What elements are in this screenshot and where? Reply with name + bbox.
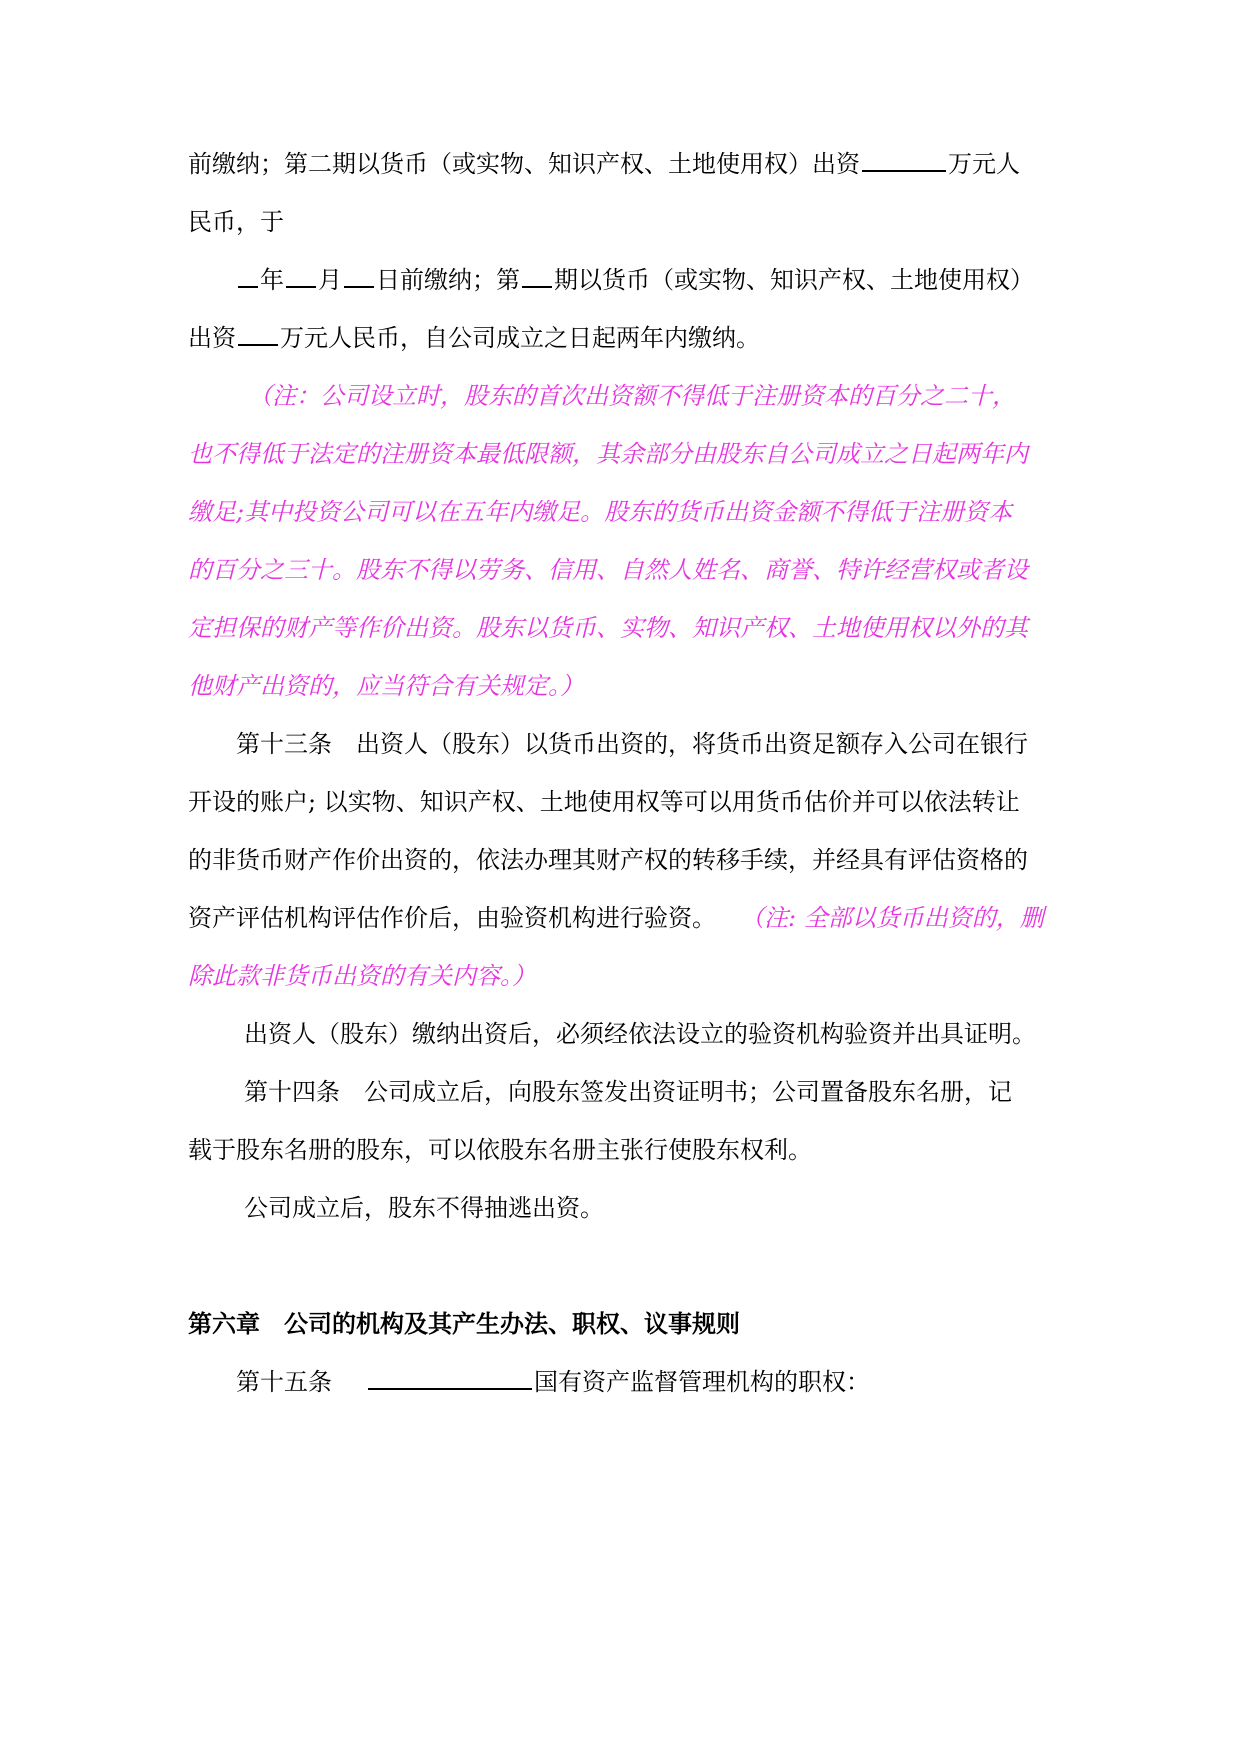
note-line: 的百分之三十。股东不得以劳务、信用、自然人姓名、商誉、特许经营权或者设 — [188, 556, 1028, 584]
note-line: 缴足;其中投资公司可以在五年内缴足。股东的货币出资金额不得低于注册资本 — [188, 498, 1013, 526]
blank-field — [344, 266, 374, 288]
article-label: 第十三条 — [236, 730, 332, 758]
paragraph-line — [188, 148, 1020, 180]
no-withdrawal-line: 公司成立后，股东不得抽逃出资。 — [244, 1194, 604, 1222]
chapter-title: 公司的机构及其产生办法、职权、议事规则 — [284, 1309, 740, 1338]
paragraph-line — [188, 322, 760, 354]
article-14-line — [244, 1076, 1012, 1108]
blank-field — [368, 1368, 532, 1390]
article-14-line: 载于股东名册的股东，可以依股东名册主张行使股东权利。 — [188, 1136, 812, 1164]
article-13-line: 开设的账户; 以实物、知识产权、土地使用权等可以用货币估价并可以依法转让 — [188, 788, 1020, 816]
article-13-line — [236, 728, 1028, 760]
text-segment: 出资人（股东）以货币出资的，将货币出资足额存入公司在银行 — [356, 730, 1028, 758]
note-line: 也不得低于法定的注册资本最低限额，其余部分由股东自公司成立之日起两年内 — [188, 440, 1028, 468]
text-segment: 公司成立后，向股东签发出资证明书；公司置备股东名册，记 — [364, 1078, 1012, 1106]
text-segment: 资产评估机构评估作价后，由验资机构进行验资。 — [188, 904, 716, 932]
article-13-line: 的非货币财产作价出资的，依法办理其财产权的转移手续，并经具有评估资格的 — [188, 846, 1028, 874]
note-line: （注：公司设立时，股东的首次出资额不得低于注册资本的百分之二十， — [248, 382, 1016, 410]
paragraph-line — [188, 206, 284, 238]
chapter-label: 第六章 — [188, 1309, 260, 1338]
blank-field — [286, 266, 316, 288]
text-segment: 前缴纳；第二期以货币（或实物、知识产权、土地使用权）出资 — [188, 150, 860, 178]
text-segment: 出资 — [188, 324, 236, 352]
blank-field — [238, 266, 258, 288]
chapter-heading — [188, 1308, 740, 1340]
text-segment: 期以货币（或实物、知识产权、土地使用权） — [554, 266, 1034, 294]
text-segment: 日前缴纳；第 — [376, 266, 520, 294]
text-segment: 月 — [318, 266, 342, 294]
blank-field — [522, 266, 552, 288]
note-line: 除此款非货币出资的有关内容。） — [188, 962, 536, 990]
verification-line: 出资人（股东）缴纳出资后，必须经依法设立的验资机构验资并出具证明。 — [244, 1020, 1036, 1048]
text-segment: 民币，于 — [188, 208, 284, 236]
paragraph-line — [236, 264, 1034, 296]
note-line: 他财产出资的，应当符合有关规定。） — [188, 672, 584, 700]
article-label: 第十四条 — [244, 1078, 340, 1106]
article-13-line — [188, 902, 1044, 934]
text-segment: 万元人 — [948, 150, 1020, 178]
blank-field — [238, 324, 278, 346]
note-segment: （注: 全部以货币出资的，删 — [740, 904, 1044, 932]
text-segment: 年 — [260, 266, 284, 294]
text-segment: 万元人民币，自公司成立之日起两年内缴纳。 — [280, 324, 760, 352]
blank-field — [862, 150, 946, 172]
note-line: 定担保的财产等作价出资。股东以货币、实物、知识产权、土地使用权以外的其 — [188, 614, 1028, 642]
text-segment: 国有资产监督管理机构的职权： — [534, 1368, 870, 1396]
article-label: 第十五条 — [236, 1368, 332, 1396]
article-15-line — [236, 1366, 870, 1398]
